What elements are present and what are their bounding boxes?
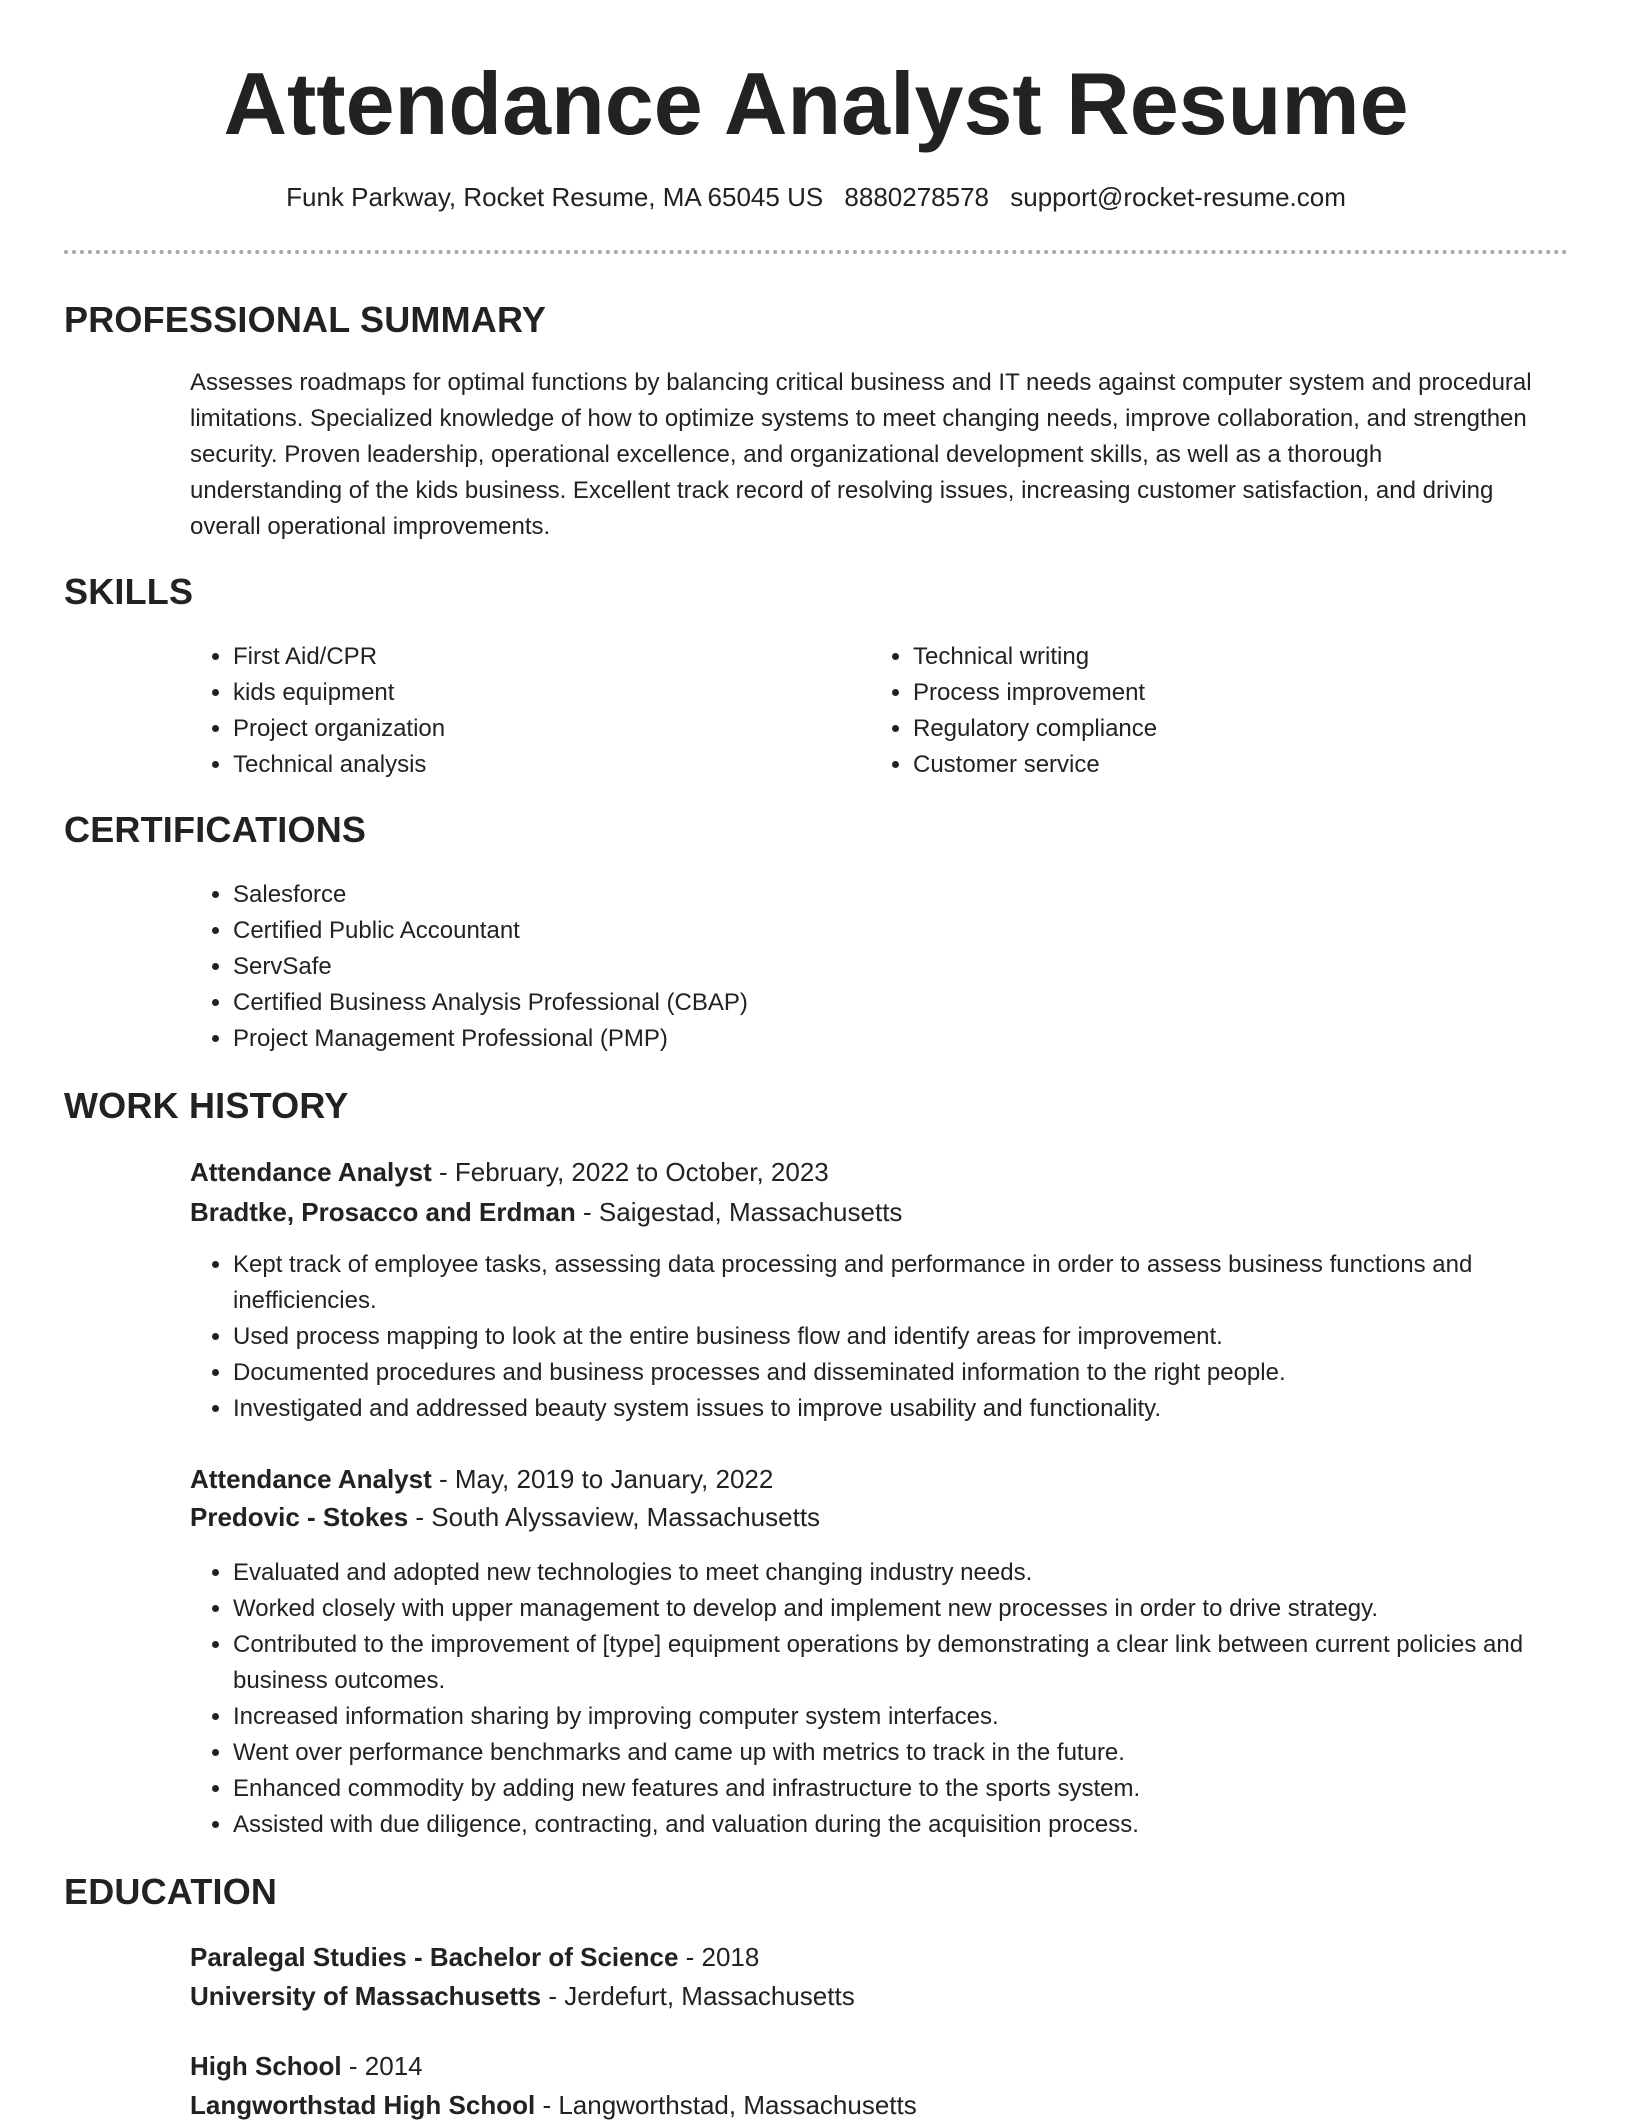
header-divider [64, 250, 1568, 254]
summary-heading: PROFESSIONAL SUMMARY [64, 299, 547, 340]
education-school-line [190, 1977, 855, 2015]
certification-item: • Project Management Professional (PMP) [233, 1021, 1573, 1057]
summary-text: Assesses roadmaps for optimal functions by balancing critical business and IT needs against computer system and procedural limitations. Specialized knowledge of how to optimize systems to meet changing needs, improve collaboration, and strengthen security. Proven leadership, operational excellence, and organizational development skills, as well as a thorough understanding of the kids business. Excellent track record of resolving issues, increasing customer satisfaction, and driving overall operational improvements. [190, 369, 1532, 540]
skill-item: • Regulatory compliance [913, 711, 1553, 747]
skill-item: • Project organization [233, 711, 833, 747]
skill-item: • Technical analysis [233, 747, 833, 783]
education-degree: Paralegal Studies - Bachelor of Science [190, 1942, 679, 1972]
education-degree: High School [190, 2051, 342, 2081]
resume-title: Attendance Analyst Resume [223, 54, 1409, 153]
job-bullets [190, 1247, 1578, 1427]
education-heading: EDUCATION [64, 1871, 278, 1912]
education-degree-line [190, 2047, 423, 2085]
skills-heading: SKILLS [64, 571, 194, 612]
education-year: - 2014 [341, 2051, 423, 2081]
contact-email[interactable]: support@rocket-resume.com [1010, 182, 1346, 212]
job-company-line [190, 1193, 902, 1231]
job-bullet: • Enhanced commodity by adding new features and infrastructure to the sports system. [233, 1771, 1578, 1807]
job-dates: - February, 2022 to October, 2023 [431, 1157, 829, 1187]
job-bullet: • Increased information sharing by improving computer system interfaces. [233, 1699, 1578, 1735]
job-company: Predovic - Stokes [190, 1502, 409, 1532]
job-company-line [190, 1498, 820, 1536]
education-degree-line [190, 1938, 759, 1976]
job-bullet: • Went over performance benchmarks and came up with metrics to track in the future. [233, 1735, 1578, 1771]
work-history-heading: WORK HISTORY [64, 1085, 349, 1126]
job-bullet: • Kept track of employee tasks, assessing data processing and performance in order to assess business functions and inefficiencies. [233, 1247, 1578, 1319]
skill-item: • First Aid/CPR [233, 639, 833, 675]
education-location: - Jerdefurt, Massachusetts [541, 1981, 855, 2011]
job-title-line [190, 1460, 773, 1498]
skill-item: • Customer service [913, 747, 1553, 783]
skill-item: • Technical writing [913, 639, 1553, 675]
job-location: - Saigestad, Massachusetts [575, 1197, 903, 1227]
job-bullet: • Investigated and addressed beauty system issues to improve usability and functionality. [233, 1391, 1578, 1427]
job-bullet: • Documented procedures and business processes and disseminated information to the right people. [233, 1355, 1578, 1391]
skill-item: • Process improvement [913, 675, 1553, 711]
contact-phone: 8880278578 [844, 182, 990, 212]
job-location: - South Alyssaview, Massachusetts [408, 1502, 821, 1532]
skills-list-right [870, 639, 1553, 783]
education-school-line [190, 2086, 917, 2124]
skill-item: • kids equipment [233, 675, 833, 711]
job-title: Attendance Analyst [190, 1157, 432, 1187]
job-title: Attendance Analyst [190, 1464, 432, 1494]
skills-list-left [190, 639, 833, 783]
job-bullet: • Evaluated and adopted new technologies to meet changing industry needs. [233, 1555, 1578, 1591]
job-bullet: • Contributed to the improvement of [type] equipment operations by demonstrating a clear link between current policies and business outcomes. [233, 1627, 1578, 1699]
job-bullet: • Worked closely with upper management to develop and implement new processes in order to drive strategy. [233, 1591, 1578, 1627]
education-school: University of Massachusetts [190, 1981, 542, 2011]
contact-line [0, 179, 1632, 215]
certifications-list [190, 877, 1573, 1057]
contact-address: Funk Parkway, Rocket Resume, MA 65045 US [286, 182, 824, 212]
job-bullet: • Assisted with due diligence, contracting, and valuation during the acquisition process. [233, 1807, 1578, 1843]
job-company: Bradtke, Prosacco and Erdman [190, 1197, 576, 1227]
job-bullets [190, 1555, 1578, 1843]
job-bullet: • Used process mapping to look at the entire business flow and identify areas for improvement. [233, 1319, 1578, 1355]
certification-item: • Certified Business Analysis Professional (CBAP) [233, 985, 1573, 1021]
education-school: Langworthstad High School [190, 2090, 536, 2120]
certification-item: • Certified Public Accountant [233, 913, 1573, 949]
certifications-heading: CERTIFICATIONS [64, 809, 367, 850]
education-year: - 2018 [678, 1942, 760, 1972]
certification-item: • Salesforce [233, 877, 1573, 913]
job-dates: - May, 2019 to January, 2022 [431, 1464, 774, 1494]
certification-item: • ServSafe [233, 949, 1573, 985]
job-title-line [190, 1153, 829, 1191]
education-location: - Langworthstad, Massachusetts [535, 2090, 917, 2120]
